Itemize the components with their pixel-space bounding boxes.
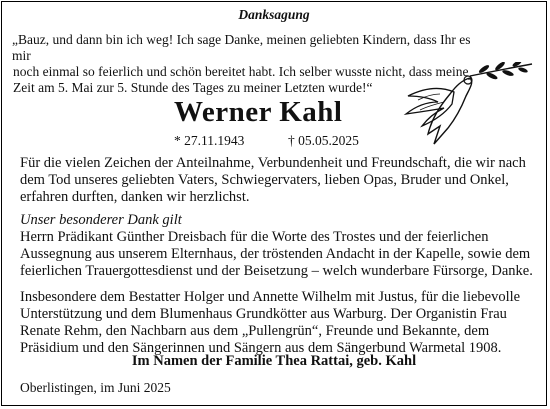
paragraph-line: erfahren durften, danken wir herzlichst. (20, 189, 250, 205)
deceased-name: Werner Kahl (174, 96, 343, 128)
death-date: † 05.05.2025 (288, 133, 359, 148)
paragraph-line: Renate Rehm, den Nachbarn aus dem „Pullengrün“, Freunde und Bekannte, dem (20, 323, 490, 339)
place-and-date: Oberlistingen, im Juni 2025 (20, 380, 171, 395)
notice-heading: Danksagung (238, 7, 310, 22)
paragraph-line: Herrn Prädikant Günther Dreisbach für die Worte des Trostes und der feierlichen (20, 229, 489, 245)
special-thanks-heading: Unser besonderer Dank gilt (20, 212, 182, 228)
paragraph-line: Unterstützung und dem Blumenhaus Grundkötter aus Warburg. Der Organistin Frau (20, 306, 507, 322)
acknowledgements-paragraph (20, 289, 540, 357)
paragraph-line: Für die vielen Zeichen der Anteilnahme, Verbundenheit und Freundschaft, die wir nach (20, 155, 526, 171)
family-signature: Im Namen der Familie Thea Rattai, geb. Kahl (131, 353, 417, 369)
dove-with-olive-branch-icon (400, 62, 540, 152)
paragraph-line: feierlichen Trauergottesdienst und der Beisetzung – welch wunderbare Fürsorge, Danke. (20, 263, 533, 279)
obituary-card (1, 1, 547, 406)
thanks-paragraph (20, 155, 540, 206)
quote-line: Zeit am 5. Mai zur 5. Stunde des Tages zu meiner Letzten wurde!“ (13, 80, 373, 95)
paragraph-line: dem Tod unseres geliebten Vaters, Schwiegervaters, lieben Opas, Bruder und Onkel, (20, 172, 509, 188)
pastor-paragraph (20, 229, 540, 280)
paragraph-line: Insbesondere dem Bestatter Holger und Annette Wilhelm mit Justus, für die liebevolle (20, 289, 521, 305)
birth-date: * 27.11.1943 (174, 133, 245, 148)
paragraph-line: Aussegnung aus unserem Elternhaus, der tröstenden Andacht in der Kapelle, sowie dem (20, 246, 531, 262)
paragraph-line: Präsidium und den Sängerinnen und Sängern aus dem Sängerbund Warmetal 1908. (20, 340, 502, 356)
quote-line: „Bauz, und dann bin ich weg! Ich sage Danke, meinen geliebten Kindern, dass Ihr es mir (12, 32, 471, 63)
quote-line: noch einmal so feierlich und schön bereitet habt. Ich selber wusste nicht, dass meine (13, 64, 469, 79)
